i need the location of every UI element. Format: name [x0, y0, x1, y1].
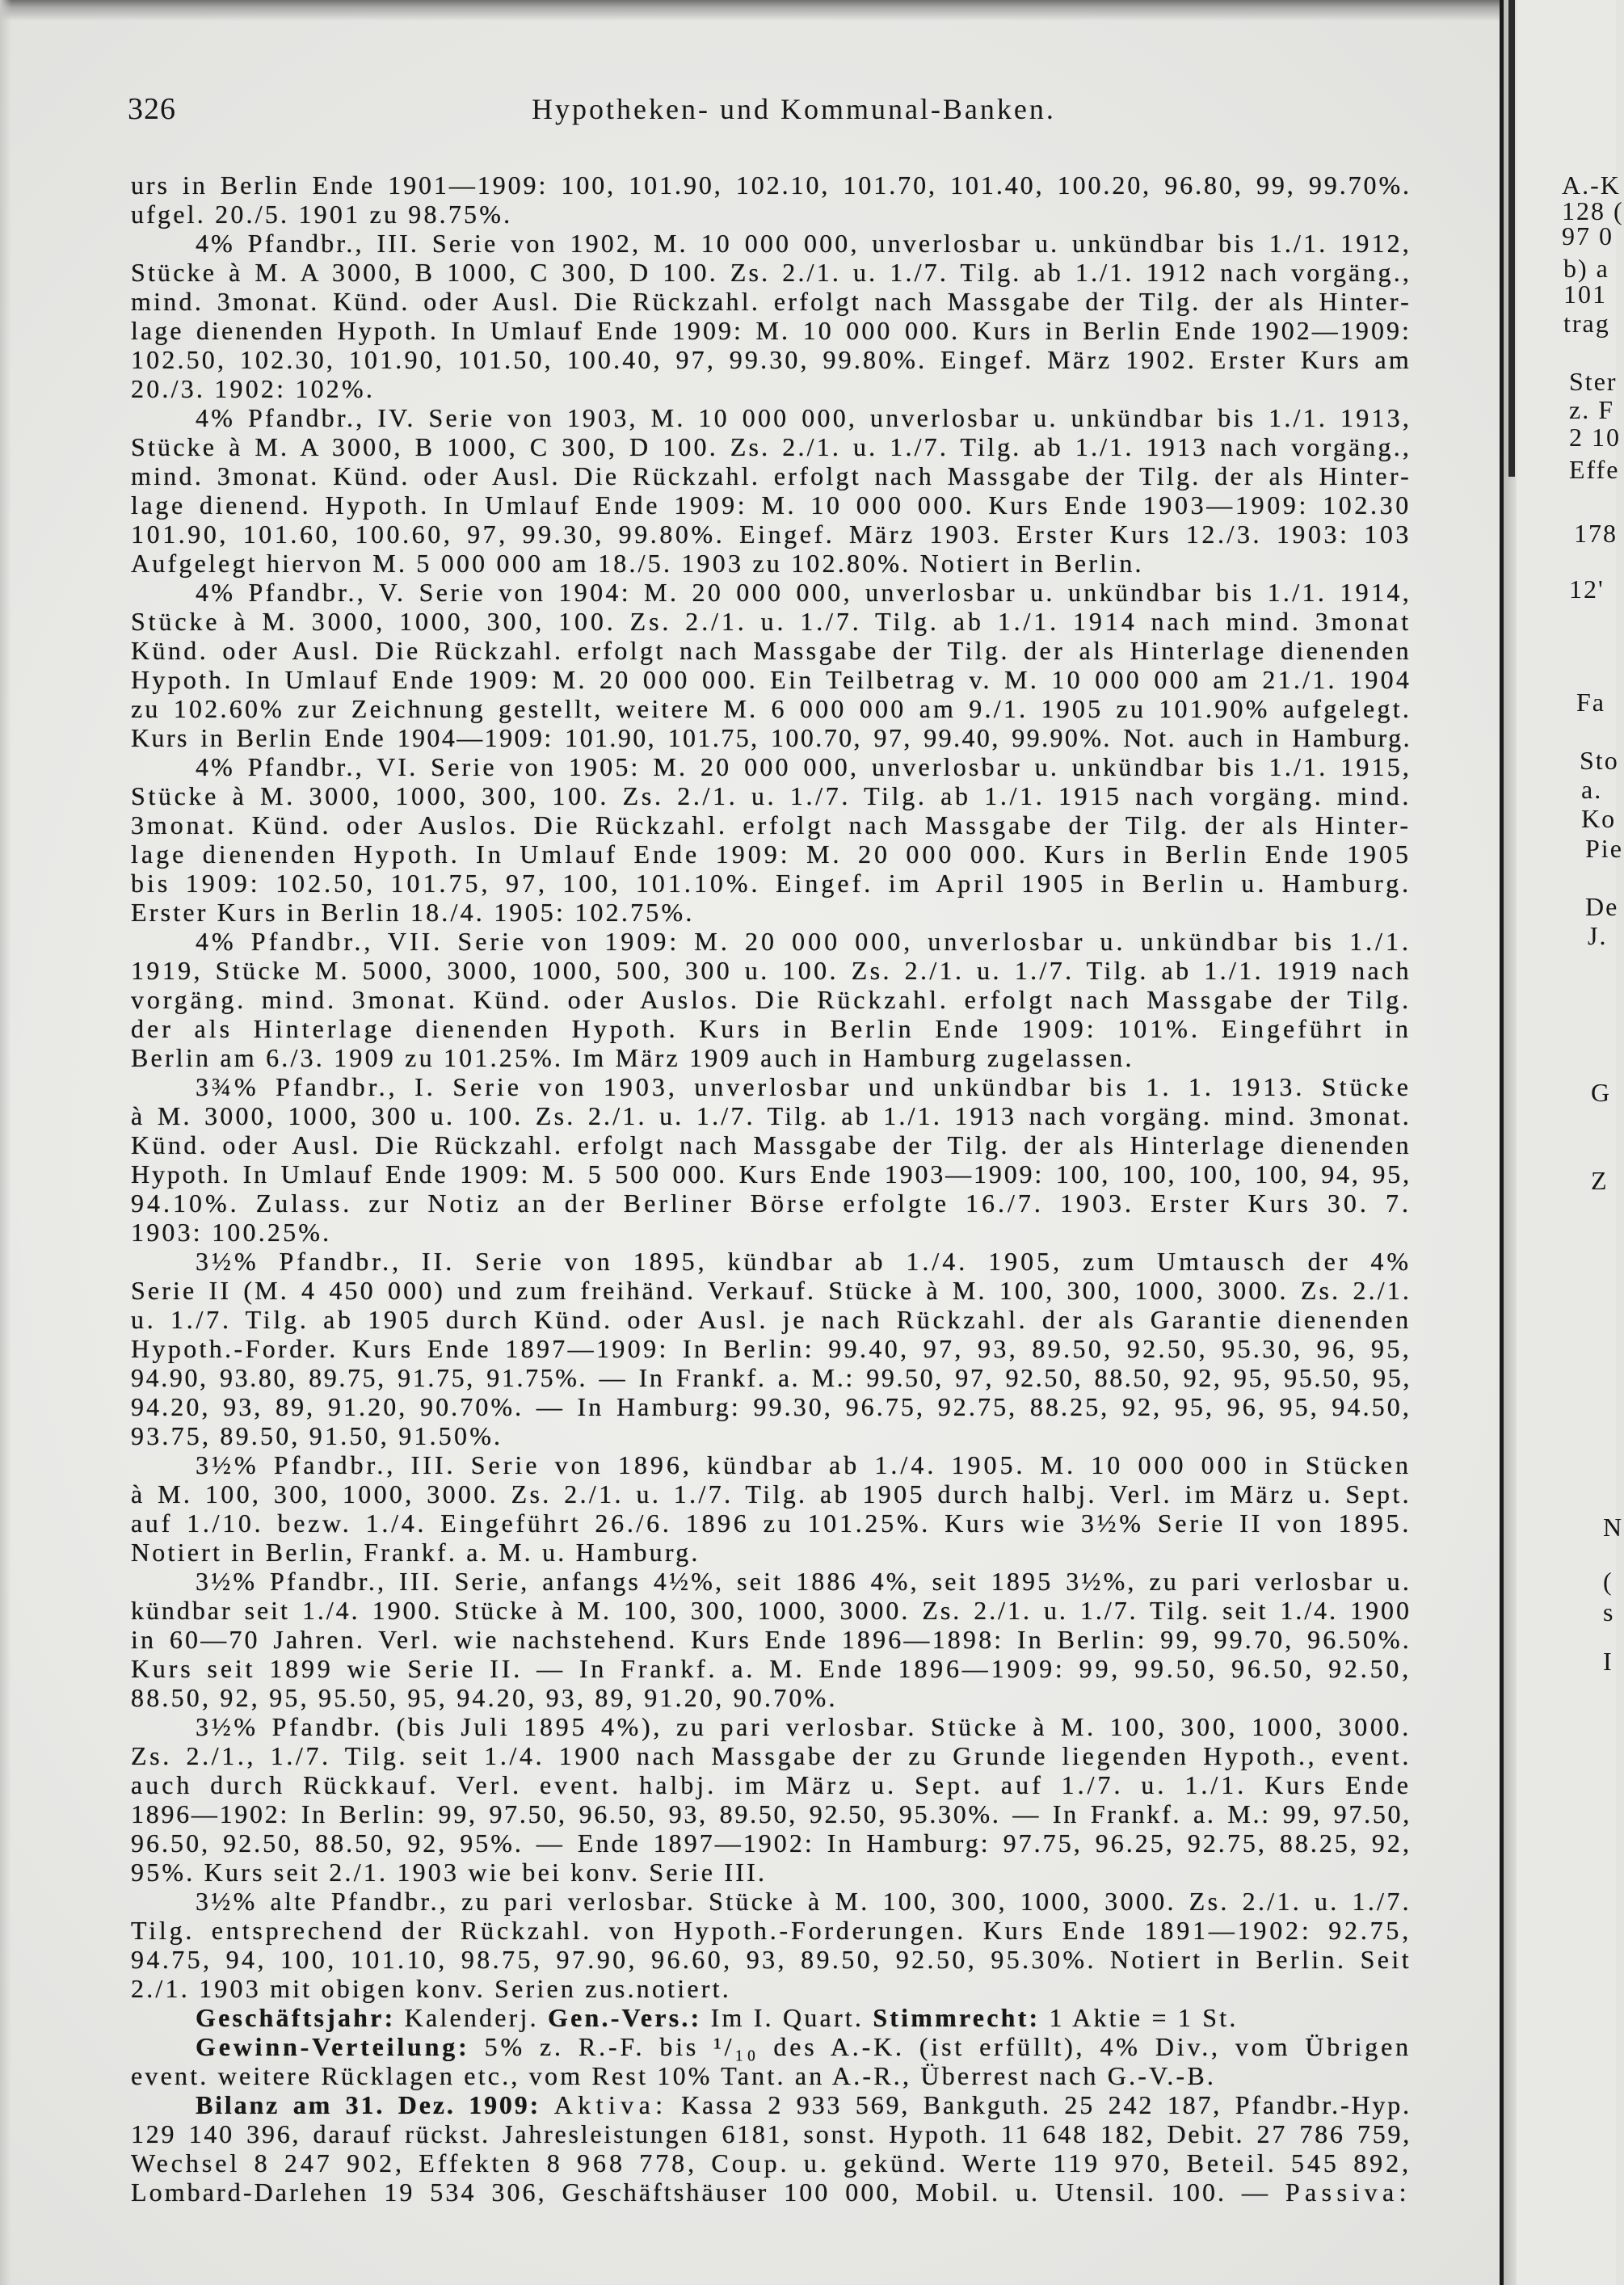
adjacent-page-fragment: 128 ( — [1562, 196, 1624, 225]
adjacent-page-fragment: ( — [1603, 1567, 1613, 1596]
line-text: Stücke à M. A 3000, B 1000, C 300, D 100. Zs. 2./1. u. 1./7. Tilg. ab 1./1. 1912 nach vorgäng., — [131, 258, 1412, 287]
text-line — [131, 461, 1413, 490]
adjacent-page-fragment: G — [1591, 1078, 1612, 1107]
line-text: 3½% Pfandbr., III. Serie, anfangs 4½%, seit 1886 4%, seit 1895 3½%, zu pari verlosbar u. — [196, 1567, 1412, 1596]
line-text: event. weitere Rücklagen etc., vom Rest 10% Tant. an A.-R., Überrest nach G.-V.-B. — [131, 2061, 1217, 2090]
text-line — [131, 1596, 1413, 1625]
text-line — [131, 345, 1413, 374]
line-text: 102.50, 102.30, 101.90, 101.50, 100.40, 97, 99.30, 99.80%. Eingef. März 1902. Erster Kurs am — [131, 345, 1412, 374]
text-line — [131, 840, 1413, 869]
line-text: Kurs in Berlin Ende 1904—1909: 101.90, 101.75, 100.70, 97, 99.40, 99.90%. Not. auch in Hamburg. — [131, 723, 1412, 752]
gutter-dark-band — [1508, 0, 1515, 477]
adjacent-page-fragment: b) a — [1563, 254, 1609, 283]
text-line — [131, 1072, 1413, 1101]
text-segment: Im I. Quart. — [701, 2003, 873, 2032]
text-line — [131, 665, 1413, 694]
line-text: à M. 3000, 1000, 300 u. 100. Zs. 2./1. u. 1./7. Tilg. ab 1./1. 1913 nach vorgäng. mind. 3monat. — [131, 1101, 1412, 1130]
text-line — [131, 1741, 1413, 1770]
line-text: 94.75, 94, 100, 101.10, 98.75, 97.90, 96.60, 93, 89.50, 92.50, 95.30%. Notiert in Berlin. Seit — [131, 1945, 1412, 1974]
line-text: Hypoth.-Forder. Kurs Ende 1897—1909: In Berlin: 99.40, 97, 93, 89.50, 92.50, 95.30, 96, 95, — [131, 1334, 1412, 1363]
line-text: 88.50, 92, 95, 95.50, 95, 94.20, 93, 89, 91.20, 90.70%. — [131, 1683, 838, 1712]
line-text: 94.10%. Zulass. zur Notiz an der Berliner Börse erfolgte 16./7. 1903. Erster Kurs 30. 7. — [131, 1189, 1412, 1218]
line-text: kündbar seit 1./4. 1900. Stücke à M. 100, 300, 1000, 3000. Zs. 2./1. u. 1./7. Tilg. seit 1./4. 1900 — [131, 1596, 1412, 1625]
text-line — [131, 1421, 1413, 1450]
text-segment: 5% z. R.-F. bis ¹/₁₀ des A.-K. (ist erfüllt), 4% Div., vom Übrigen — [469, 2032, 1412, 2061]
line-text: Künd. oder Ausl. Die Rückzahl. erfolgt nach Massgabe der Tilg. der als Hinterlage dienenden — [131, 1130, 1412, 1159]
text-segment — [541, 2090, 554, 2119]
line-text: Erster Kurs in Berlin 18./4. 1905: 102.75%. — [131, 898, 695, 927]
text-line — [131, 1305, 1413, 1334]
line-text: Hypoth. In Umlauf Ende 1909: M. 5 500 000. Kurs Ende 1903—1909: 100, 100, 100, 100, 94, 95, — [131, 1159, 1412, 1189]
adjacent-page-fragment: 12' — [1569, 574, 1605, 604]
text-line — [131, 898, 1413, 927]
text-line — [131, 1858, 1413, 1887]
line-text: Tilg. entsprechend der Rückzahl. von Hypoth.-Forderungen. Kurs Ende 1891—1902: 92.75, — [131, 1916, 1412, 1945]
text-line — [131, 1247, 1413, 1276]
paragraph — [131, 2032, 1413, 2090]
paragraph — [131, 578, 1413, 752]
adjacent-page-fragment: s — [1603, 1597, 1615, 1626]
text-line — [131, 2061, 1413, 2090]
line-text: 3½% Pfandbr. (bis Juli 1895 4%), zu pari verlosbar. Stücke à M. 100, 300, 1000, 3000. — [196, 1712, 1412, 1741]
adjacent-page-fragment: 2 10 — [1569, 423, 1621, 452]
text-line — [131, 2148, 1413, 2178]
text-line — [131, 490, 1413, 520]
text-line — [131, 1130, 1413, 1159]
line-text: Stücke à M. 3000, 1000, 300, 100. Zs. 2./1. u. 1./7. Tilg. ab 1./1. 1914 nach mind. 3monat — [131, 607, 1412, 636]
text-line — [131, 1218, 1413, 1247]
text-line — [131, 170, 1413, 200]
text-line — [131, 1334, 1413, 1363]
text-line — [131, 1363, 1413, 1392]
line-text: 4% Pfandbr., VI. Serie von 1905: M. 20 000 000, unverlosbar u. unkündbar bis 1./1. 1915, — [196, 752, 1412, 781]
adjacent-page-fragment: 101 — [1563, 280, 1607, 309]
adjacent-page-fragment: J. — [1588, 921, 1608, 950]
text-line — [131, 810, 1413, 840]
line-segments — [196, 2090, 1412, 2119]
adjacent-page-fragment: A.-K — [1562, 170, 1621, 200]
text-line — [131, 258, 1413, 287]
line-text: lage dienenden Hypoth. In Umlauf Ende 1909: M. 10 000 000. Kurs in Berlin Ende 1902—1909: — [131, 316, 1412, 345]
adjacent-page-fragment: 97 0 — [1562, 221, 1613, 250]
text-line — [131, 1189, 1413, 1218]
scan-top-shadow — [0, 0, 1501, 21]
line-text: auf 1./10. bezw. 1./4. Eingeführt 26./6. 1896 zu 101.25%. Kurs wie 3½% Serie II von 1895. — [131, 1509, 1412, 1538]
text-line — [131, 1887, 1413, 1916]
line-text: lage dienend. Hypoth. In Umlauf Ende 1909: M. 10 000 000. Kurs Ende 1903—1909: 102.30 — [131, 490, 1412, 520]
text-line — [131, 287, 1413, 316]
adjacent-page-edge — [1517, 0, 1624, 2285]
text-line — [131, 403, 1413, 432]
paragraph — [131, 1247, 1413, 1450]
adjacent-page-fragment: Sto — [1580, 746, 1619, 775]
line-text: 4% Pfandbr., IV. Serie von 1903, M. 10 000 000, unverlosbar u. unkündbar bis 1./1. 1913, — [196, 403, 1412, 432]
line-text: Hypoth. In Umlauf Ende 1909: M. 20 000 000. Ein Teilbetrag v. M. 10 000 000 am 21./1. 1904 — [131, 665, 1412, 694]
adjacent-page-fragment: I — [1603, 1647, 1613, 1676]
line-text: in 60—70 Jahren. Verl. wie nachstehend. Kurs Ende 1896—1898: In Berlin: 99, 99.70, 96.50%. — [131, 1625, 1412, 1654]
text-line — [131, 2003, 1413, 2032]
text-line — [131, 2032, 1413, 2061]
text-line — [131, 1538, 1413, 1567]
text-line — [131, 1799, 1413, 1828]
line-segments — [131, 2178, 1412, 2207]
text-line — [131, 1770, 1413, 1799]
adjacent-page-fragment: 178 — [1574, 519, 1618, 548]
line-text: 94.90, 93.80, 89.75, 91.75, 91.75%. — In Frankf. a. M.: 99.50, 97, 92.50, 88.50, 92, 95, 95.50, 95, — [131, 1363, 1412, 1392]
line-text: lage dienenden Hypoth. In Umlauf Ende 1909: M. 20 000 000. Kurs in Berlin Ende 1905 — [131, 840, 1412, 869]
line-text: 4% Pfandbr., III. Serie von 1902, M. 10 000 000, unverlosbar u. unkündbar bis 1./1. 1912, — [196, 229, 1412, 258]
text-line — [131, 1916, 1413, 1945]
text-line — [131, 1276, 1413, 1305]
line-text: Aufgelegt hiervon M. 5 000 000 am 18./5. 1903 zu 102.80%. Notiert in Berlin. — [131, 549, 1144, 578]
paragraph — [131, 1072, 1413, 1247]
adjacent-page-fragment: z. F — [1569, 395, 1614, 424]
text-line — [131, 1043, 1413, 1072]
line-text: vorgäng. mind. 3monat. Künd. oder Auslos. Die Rückzahl. erfolgt nach Massgabe der Tilg. — [131, 985, 1412, 1014]
adjacent-page-fragment: Ster — [1569, 367, 1618, 396]
text-line — [131, 1159, 1413, 1189]
line-segments — [196, 2003, 1239, 2032]
text-line — [131, 229, 1413, 258]
line-text: mind. 3monat. Künd. oder Ausl. Die Rückzahl. erfolgt nach Massgabe der Tilg. der als Hinter- — [131, 461, 1412, 490]
continued-text — [131, 170, 1413, 229]
line-text: mind. 3monat. Künd. oder Ausl. Die Rückzahl. erfolgt nach Massgabe der Tilg. der als Hinter- — [131, 287, 1412, 316]
line-text: 1896—1902: In Berlin: 99, 97.50, 96.50, 93, 89.50, 92.50, 95.30%. — In Frankf. a. M.: 99, 97.50, — [131, 1799, 1412, 1828]
paragraph — [131, 1712, 1413, 1887]
text-line — [131, 520, 1413, 549]
text-line — [131, 607, 1413, 636]
text-line — [131, 1014, 1413, 1043]
text-line — [131, 1683, 1413, 1712]
bold-heading: Bilanz am 31. Dez. 1909: — [196, 2090, 541, 2119]
line-text: Wechsel 8 247 902, Effekten 8 968 778, Coup. u. gekünd. Werte 119 970, Beteil. 545 892, — [131, 2148, 1412, 2178]
bold-heading: Geschäftsjahr: — [196, 2003, 396, 2032]
adjacent-page-fragment: a. — [1581, 775, 1603, 804]
text-line — [131, 1101, 1413, 1130]
line-text: 3½% Pfandbr., II. Serie von 1895, kündbar ab 1./4. 1905, zum Umtausch der 4% — [196, 1247, 1412, 1276]
line-text: 96.50, 92.50, 88.50, 92, 95%. — Ende 1897—1902: In Hamburg: 97.75, 96.25, 92.75, 88.25, 92, — [131, 1828, 1412, 1858]
line-text: der als Hinterlage dienenden Hypoth. Kurs in Berlin Ende 1909: 101%. Eingeführt in — [131, 1014, 1412, 1043]
text-line — [131, 927, 1413, 956]
text-line — [131, 694, 1413, 723]
text-line — [131, 432, 1413, 461]
adjacent-page-fragment: Ko — [1581, 804, 1617, 833]
line-text: zu 102.60% zur Zeichnung gestellt, weitere M. 6 000 000 am 9./1. 1905 zu 101.90% aufgelegt. — [131, 694, 1412, 723]
line-text: 20./3. 1902: 102%. — [131, 374, 376, 403]
text-line — [131, 1392, 1413, 1421]
text-line — [131, 316, 1413, 345]
paragraph — [131, 1887, 1413, 2003]
line-text: Berlin am 6./3. 1909 zu 101.25%. Im März 1909 auch in Hamburg zugelassen. — [131, 1043, 1134, 1072]
line-text: 1919, Stücke M. 5000, 3000, 1000, 500, 300 u. 100. Zs. 2./1. u. 1./7. Tilg. ab 1./1. 1919 nach — [131, 956, 1412, 985]
line-text: Zs. 2./1., 1./7. Tilg. seit 1./4. 1900 nach Massgabe der zu Grunde liegenden Hypoth., event. — [131, 1741, 1412, 1770]
line-text: 95%. Kurs seit 2./1. 1903 wie bei konv. Serie III. — [131, 1858, 768, 1887]
page-title: Hypotheken- und Kommunal-Banken. — [532, 93, 1056, 125]
paragraph — [131, 2090, 1413, 2207]
line-text: 3½% Pfandbr., III. Serie von 1896, kündbar ab 1./4. 1905. M. 10 000 000 in Stücken — [196, 1450, 1412, 1479]
spaced-label: Passiva: — [1285, 2178, 1412, 2207]
text-line — [131, 956, 1413, 985]
text-line — [131, 985, 1413, 1014]
paragraph — [131, 1567, 1413, 1712]
adjacent-page-fragment: Z — [1591, 1166, 1609, 1195]
text-segment: Kassa 2 933 569, Bankguth. 25 242 187, Pfandbr.-Hyp. — [667, 2090, 1412, 2119]
page-number: 326 — [128, 92, 176, 126]
bold-heading: Gen.-Vers.: — [548, 2003, 702, 2032]
paragraph — [131, 2003, 1413, 2032]
line-text: 4% Pfandbr., V. Serie von 1904: M. 20 000 000, unverlosbar u. unkündbar bis 1./1. 1914, — [196, 578, 1412, 607]
text-line — [131, 1625, 1413, 1654]
text-line — [131, 752, 1413, 781]
paragraph — [131, 403, 1413, 578]
line-text: Stücke à M. A 3000, B 1000, C 300, D 100. Zs. 2./1. u. 1./7. Tilg. ab 1./1. 1913 nach vorgäng., — [131, 432, 1412, 461]
paragraph — [131, 229, 1413, 403]
line-text: u. 1./7. Tilg. ab 1905 durch Künd. oder Ausl. je nach Rückzahl. der als Garantie dienenden — [131, 1305, 1412, 1334]
text-line — [131, 1945, 1413, 1974]
line-text: bis 1909: 102.50, 101.75, 97, 100, 101.10%. Eingef. im April 1905 in Berlin u. Hamburg. — [131, 869, 1412, 898]
line-text: 1903: 100.25%. — [131, 1218, 332, 1247]
line-text: 3¾% Pfandbr., I. Serie von 1903, unverlosbar und unkündbar bis 1. 1. 1913. Stücke — [196, 1072, 1412, 1101]
text-line — [131, 1974, 1413, 2003]
paragraph — [131, 1450, 1413, 1567]
text-line — [131, 1450, 1413, 1479]
adjacent-page-fragment: De — [1585, 892, 1619, 921]
bold-heading: Stimmrecht: — [873, 2003, 1041, 2032]
line-text: 101.90, 101.60, 100.60, 97, 99.30, 99.80%. Eingef. März 1903. Erster Kurs 12./3. 1903: 103 — [131, 520, 1412, 549]
text-line — [131, 374, 1413, 403]
paragraph — [131, 927, 1413, 1072]
text-line — [131, 781, 1413, 810]
text-line — [131, 2119, 1413, 2148]
text-line — [131, 723, 1413, 752]
line-text: 2./1. 1903 mit obigen konv. Serien zus.notiert. — [131, 1974, 731, 2003]
text-line — [131, 636, 1413, 665]
paragraph — [131, 752, 1413, 927]
text-line — [131, 2090, 1413, 2119]
text-segment: Lombard-Darlehen 19 534 306, Geschäftshäuser 100 000, Mobil. u. Utensil. 100. — — [131, 2178, 1285, 2207]
line-segments — [196, 2032, 1412, 2061]
adjacent-page-fragment: trag — [1563, 309, 1610, 338]
text-line — [131, 200, 1413, 229]
text-line — [131, 578, 1413, 607]
line-text: 3monat. Künd. oder Auslos. Die Rückzahl. erfolgt nach Massgabe der Tilg. der als Hinter- — [131, 810, 1412, 840]
text-line — [131, 869, 1413, 898]
text-segment: Kalenderj. — [395, 2003, 548, 2032]
page-gutter-line — [1500, 0, 1504, 2285]
text-line — [131, 1828, 1413, 1858]
adjacent-page-fragment: Fa — [1576, 688, 1605, 717]
line-text: à M. 100, 300, 1000, 3000. Zs. 2./1. u. 1./7. Tilg. ab 1905 durch halbj. Verl. im März u. Sept. — [131, 1479, 1412, 1509]
spaced-label: Aktiva: — [553, 2090, 668, 2119]
text-line — [131, 549, 1413, 578]
text-line — [131, 1654, 1413, 1683]
adjacent-page-fragment: Effe — [1569, 455, 1620, 484]
line-text: 4% Pfandbr., VII. Serie von 1909: M. 20 000 000, unverlosbar u. unkündbar bis 1./1. — [196, 927, 1412, 956]
text-line — [131, 1509, 1413, 1538]
text-line — [131, 1567, 1413, 1596]
line-text: urs in Berlin Ende 1901—1909: 100, 101.90, 102.10, 101.70, 101.40, 100.20, 96.80, 99, 99.70%. — [131, 170, 1412, 200]
text-line — [131, 2178, 1413, 2207]
text-segment: 1 Aktie = 1 St. — [1040, 2003, 1239, 2032]
line-text: Notiert in Berlin, Frankf. a. M. u. Hamburg. — [131, 1538, 701, 1567]
line-text: auch durch Rückkauf. Verl. event. halbj. im März u. Sept. auf 1./7. u. 1./1. Kurs Ende — [131, 1770, 1412, 1799]
line-text: ufgel. 20./5. 1901 zu 98.75%. — [131, 200, 513, 229]
adjacent-page-fragment: Pie — [1585, 834, 1623, 863]
line-text: 93.75, 89.50, 91.50, 91.50%. — [131, 1421, 503, 1450]
line-text: 3½% alte Pfandbr., zu pari verlosbar. Stücke à M. 100, 300, 1000, 3000. Zs. 2./1. u. 1./7. — [196, 1887, 1412, 1916]
line-text: 94.20, 93, 89, 91.20, 90.70%. — In Hamburg: 99.30, 96.75, 92.75, 88.25, 92, 95, 96, 95, 94.50, — [131, 1392, 1412, 1421]
line-text: Kurs seit 1899 wie Serie II. — In Frankf. a. M. Ende 1896—1909: 99, 99.50, 96.50, 92.50, — [131, 1654, 1412, 1683]
page-text — [131, 170, 1413, 2207]
line-text: Künd. oder Ausl. Die Rückzahl. erfolgt nach Massgabe der Tilg. der als Hinterlage dienenden — [131, 636, 1412, 665]
text-line — [131, 1712, 1413, 1741]
scan-left-shadow — [0, 0, 11, 2285]
line-text: Serie II (M. 4 450 000) und zum freihänd. Verkauf. Stücke à M. 100, 300, 1000, 3000. Zs. 2./1. — [131, 1276, 1412, 1305]
bold-heading: Gewinn-Verteilung: — [196, 2032, 470, 2061]
line-text: 129 140 396, darauf rückst. Jahresleistungen 6181, sonst. Hypoth. 11 648 182, Debit. 27 786 759, — [131, 2119, 1412, 2148]
text-line — [131, 1479, 1413, 1509]
line-text: Stücke à M. 3000, 1000, 300, 100. Zs. 2./1. u. 1./7. Tilg. ab 1./1. 1915 nach vorgäng. mind. — [131, 781, 1412, 810]
adjacent-page-fragment: N — [1603, 1513, 1624, 1542]
